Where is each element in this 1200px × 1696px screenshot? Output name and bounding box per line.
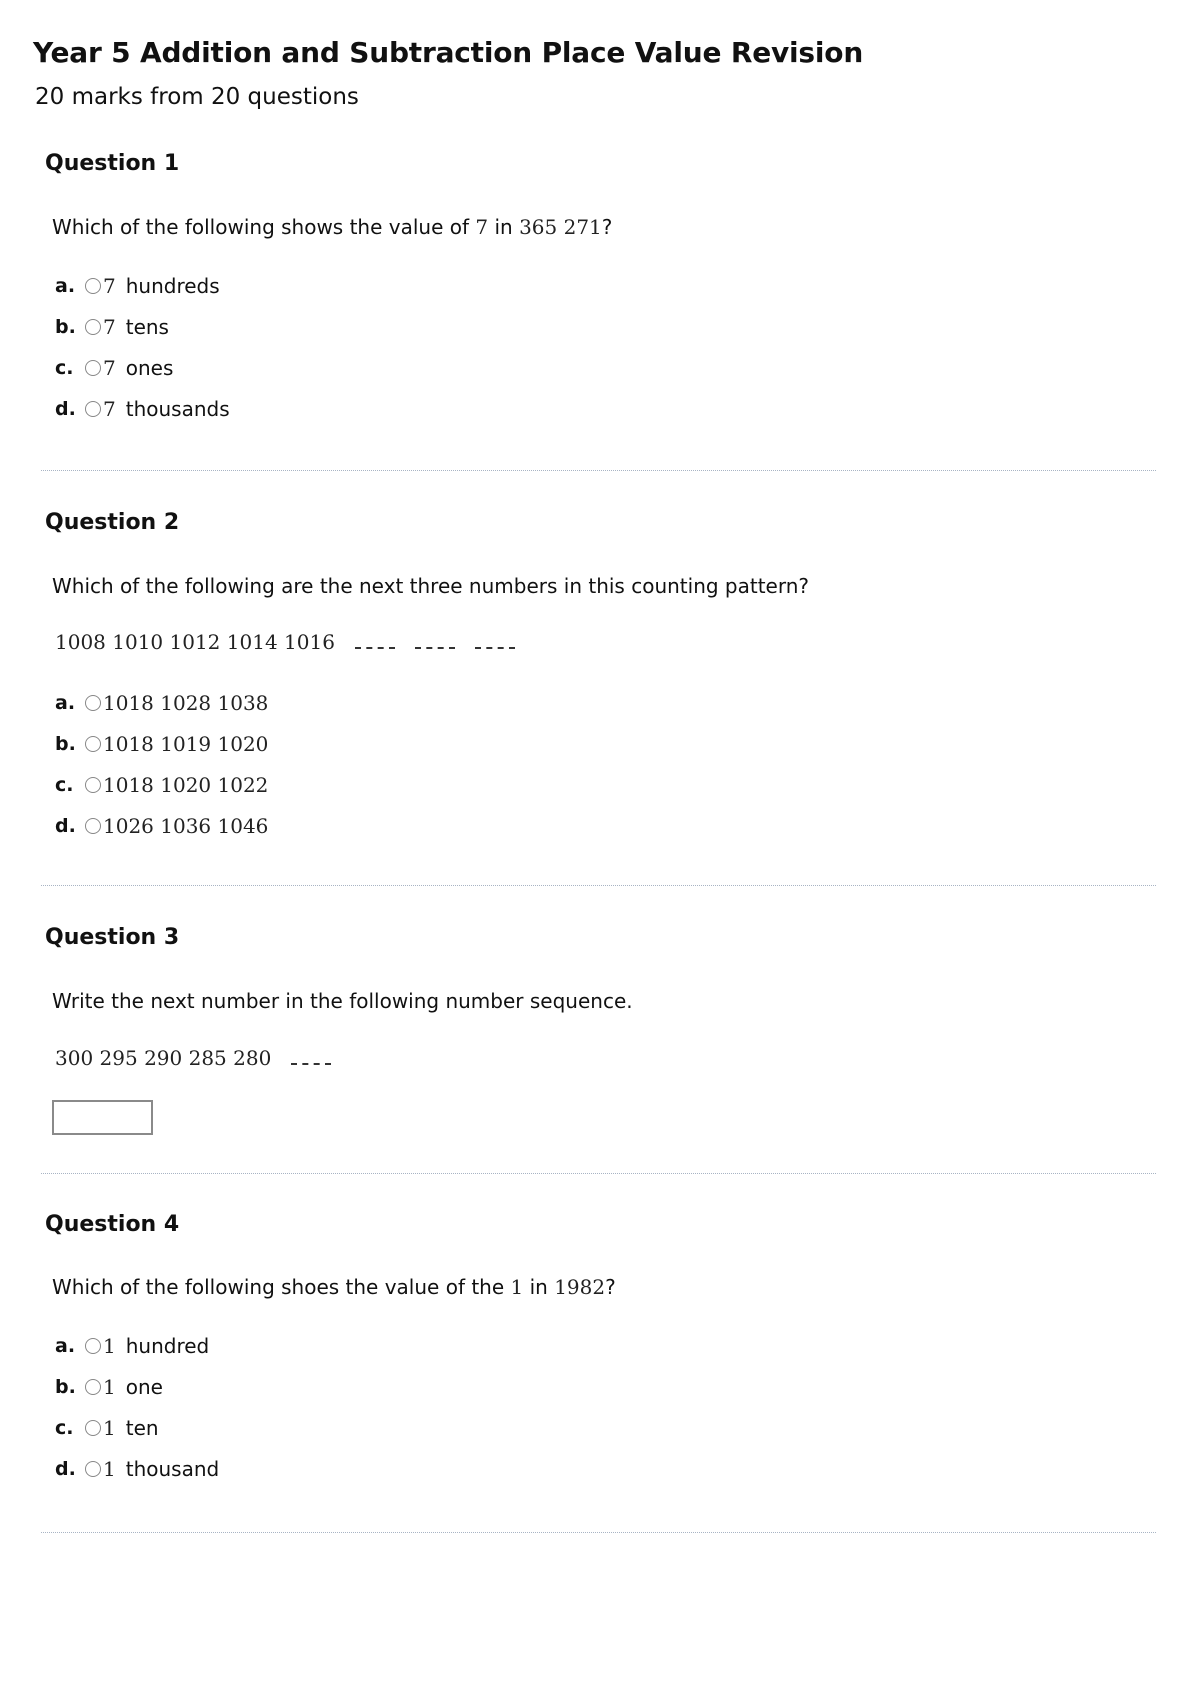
option-a[interactable]: [55, 688, 268, 718]
option-letter: a.: [55, 275, 76, 297]
option-label: tens: [125, 315, 169, 339]
option-number: 7: [103, 315, 116, 339]
sequence-values: 1008 1010 1012 1014 1016: [55, 630, 335, 654]
answer-blank: [415, 643, 455, 649]
option-label: 1026 1036 1046: [103, 814, 269, 838]
radio-button[interactable]: [85, 1420, 101, 1436]
option-letter: c.: [55, 1417, 74, 1439]
question-text-part: Which of the following shows the value of: [52, 215, 476, 239]
answer-blank: [291, 1059, 331, 1065]
question-text: Which of the following are the next three numbers in this counting pattern?: [52, 574, 810, 598]
option-d[interactable]: [55, 394, 230, 424]
page-subtitle: 20 marks from 20 questions: [35, 84, 359, 110]
option-label: 1018 1028 1038: [103, 691, 269, 715]
divider: [41, 885, 1156, 886]
option-label: thousands: [125, 397, 230, 421]
option-label: 1018 1019 1020: [103, 732, 269, 756]
radio-button[interactable]: [85, 736, 101, 752]
answer-blank: [475, 643, 515, 649]
option-letter: d.: [55, 815, 76, 837]
option-letter: d.: [55, 1458, 76, 1480]
option-label: one: [125, 1375, 163, 1399]
option-label: hundred: [125, 1334, 210, 1358]
option-b[interactable]: [55, 1372, 163, 1402]
option-number: 7: [103, 274, 116, 298]
radio-button[interactable]: [85, 319, 101, 335]
radio-button[interactable]: [85, 1379, 101, 1395]
divider: [41, 1173, 1156, 1174]
option-letter: b.: [55, 1376, 76, 1398]
option-number: 1: [103, 1457, 116, 1481]
option-letter: b.: [55, 733, 76, 755]
question-text: [52, 1275, 616, 1299]
radio-button[interactable]: [85, 777, 101, 793]
option-letter: a.: [55, 692, 76, 714]
divider: [41, 470, 1156, 471]
option-letter: d.: [55, 398, 76, 420]
option-c[interactable]: [55, 770, 268, 800]
answer-blank: [355, 643, 395, 649]
radio-button[interactable]: [85, 695, 101, 711]
option-label: hundreds: [125, 274, 220, 298]
option-label: 1018 1020 1022: [103, 773, 269, 797]
option-number: 1: [103, 1375, 116, 1399]
option-c[interactable]: [55, 1413, 159, 1443]
question-text-part: Which of the following shoes the value of the: [52, 1275, 511, 1299]
question-text-part: ?: [601, 215, 613, 239]
option-a[interactable]: [55, 271, 220, 301]
question-heading: Question 4: [45, 1212, 180, 1237]
option-label: ones: [125, 356, 174, 380]
question-heading: Question 2: [45, 510, 180, 535]
radio-button[interactable]: [85, 818, 101, 834]
option-label: thousand: [125, 1457, 220, 1481]
option-number: 1: [103, 1334, 116, 1358]
option-b[interactable]: [55, 729, 268, 759]
question-text-part: ?: [605, 1275, 616, 1299]
page-title: Year 5 Addition and Subtraction Place Value Revision: [33, 36, 864, 69]
question-text-part: in: [488, 215, 520, 239]
radio-button[interactable]: [85, 1461, 101, 1477]
radio-button[interactable]: [85, 278, 101, 294]
radio-button[interactable]: [85, 401, 101, 417]
option-letter: b.: [55, 316, 76, 338]
option-a[interactable]: [55, 1331, 209, 1361]
option-d[interactable]: [55, 811, 268, 841]
option-number: 1: [103, 1416, 116, 1440]
sequence-values: 300 295 290 285 280: [55, 1046, 272, 1070]
question-text: Write the next number in the following number sequence.: [52, 989, 633, 1013]
option-number: 7: [103, 356, 116, 380]
option-letter: c.: [55, 774, 74, 796]
answer-input[interactable]: [52, 1100, 153, 1135]
number-sequence: [55, 630, 515, 654]
math-value: 7: [475, 215, 489, 239]
math-value: 365 271: [519, 215, 602, 239]
option-d[interactable]: [55, 1454, 219, 1484]
option-c[interactable]: [55, 353, 173, 383]
question-text: [52, 215, 612, 239]
question-heading: Question 1: [45, 151, 180, 176]
option-letter: c.: [55, 357, 74, 379]
number-sequence: [55, 1046, 331, 1070]
option-letter: a.: [55, 1335, 76, 1357]
option-label: ten: [125, 1416, 159, 1440]
option-number: 7: [103, 397, 116, 421]
math-value: 1: [510, 1275, 524, 1299]
divider: [41, 1532, 1156, 1533]
question-text-part: in: [523, 1275, 555, 1299]
radio-button[interactable]: [85, 1338, 101, 1354]
option-b[interactable]: [55, 312, 169, 342]
radio-button[interactable]: [85, 360, 101, 376]
math-value: 1982: [554, 1275, 606, 1299]
question-heading: Question 3: [45, 925, 180, 950]
